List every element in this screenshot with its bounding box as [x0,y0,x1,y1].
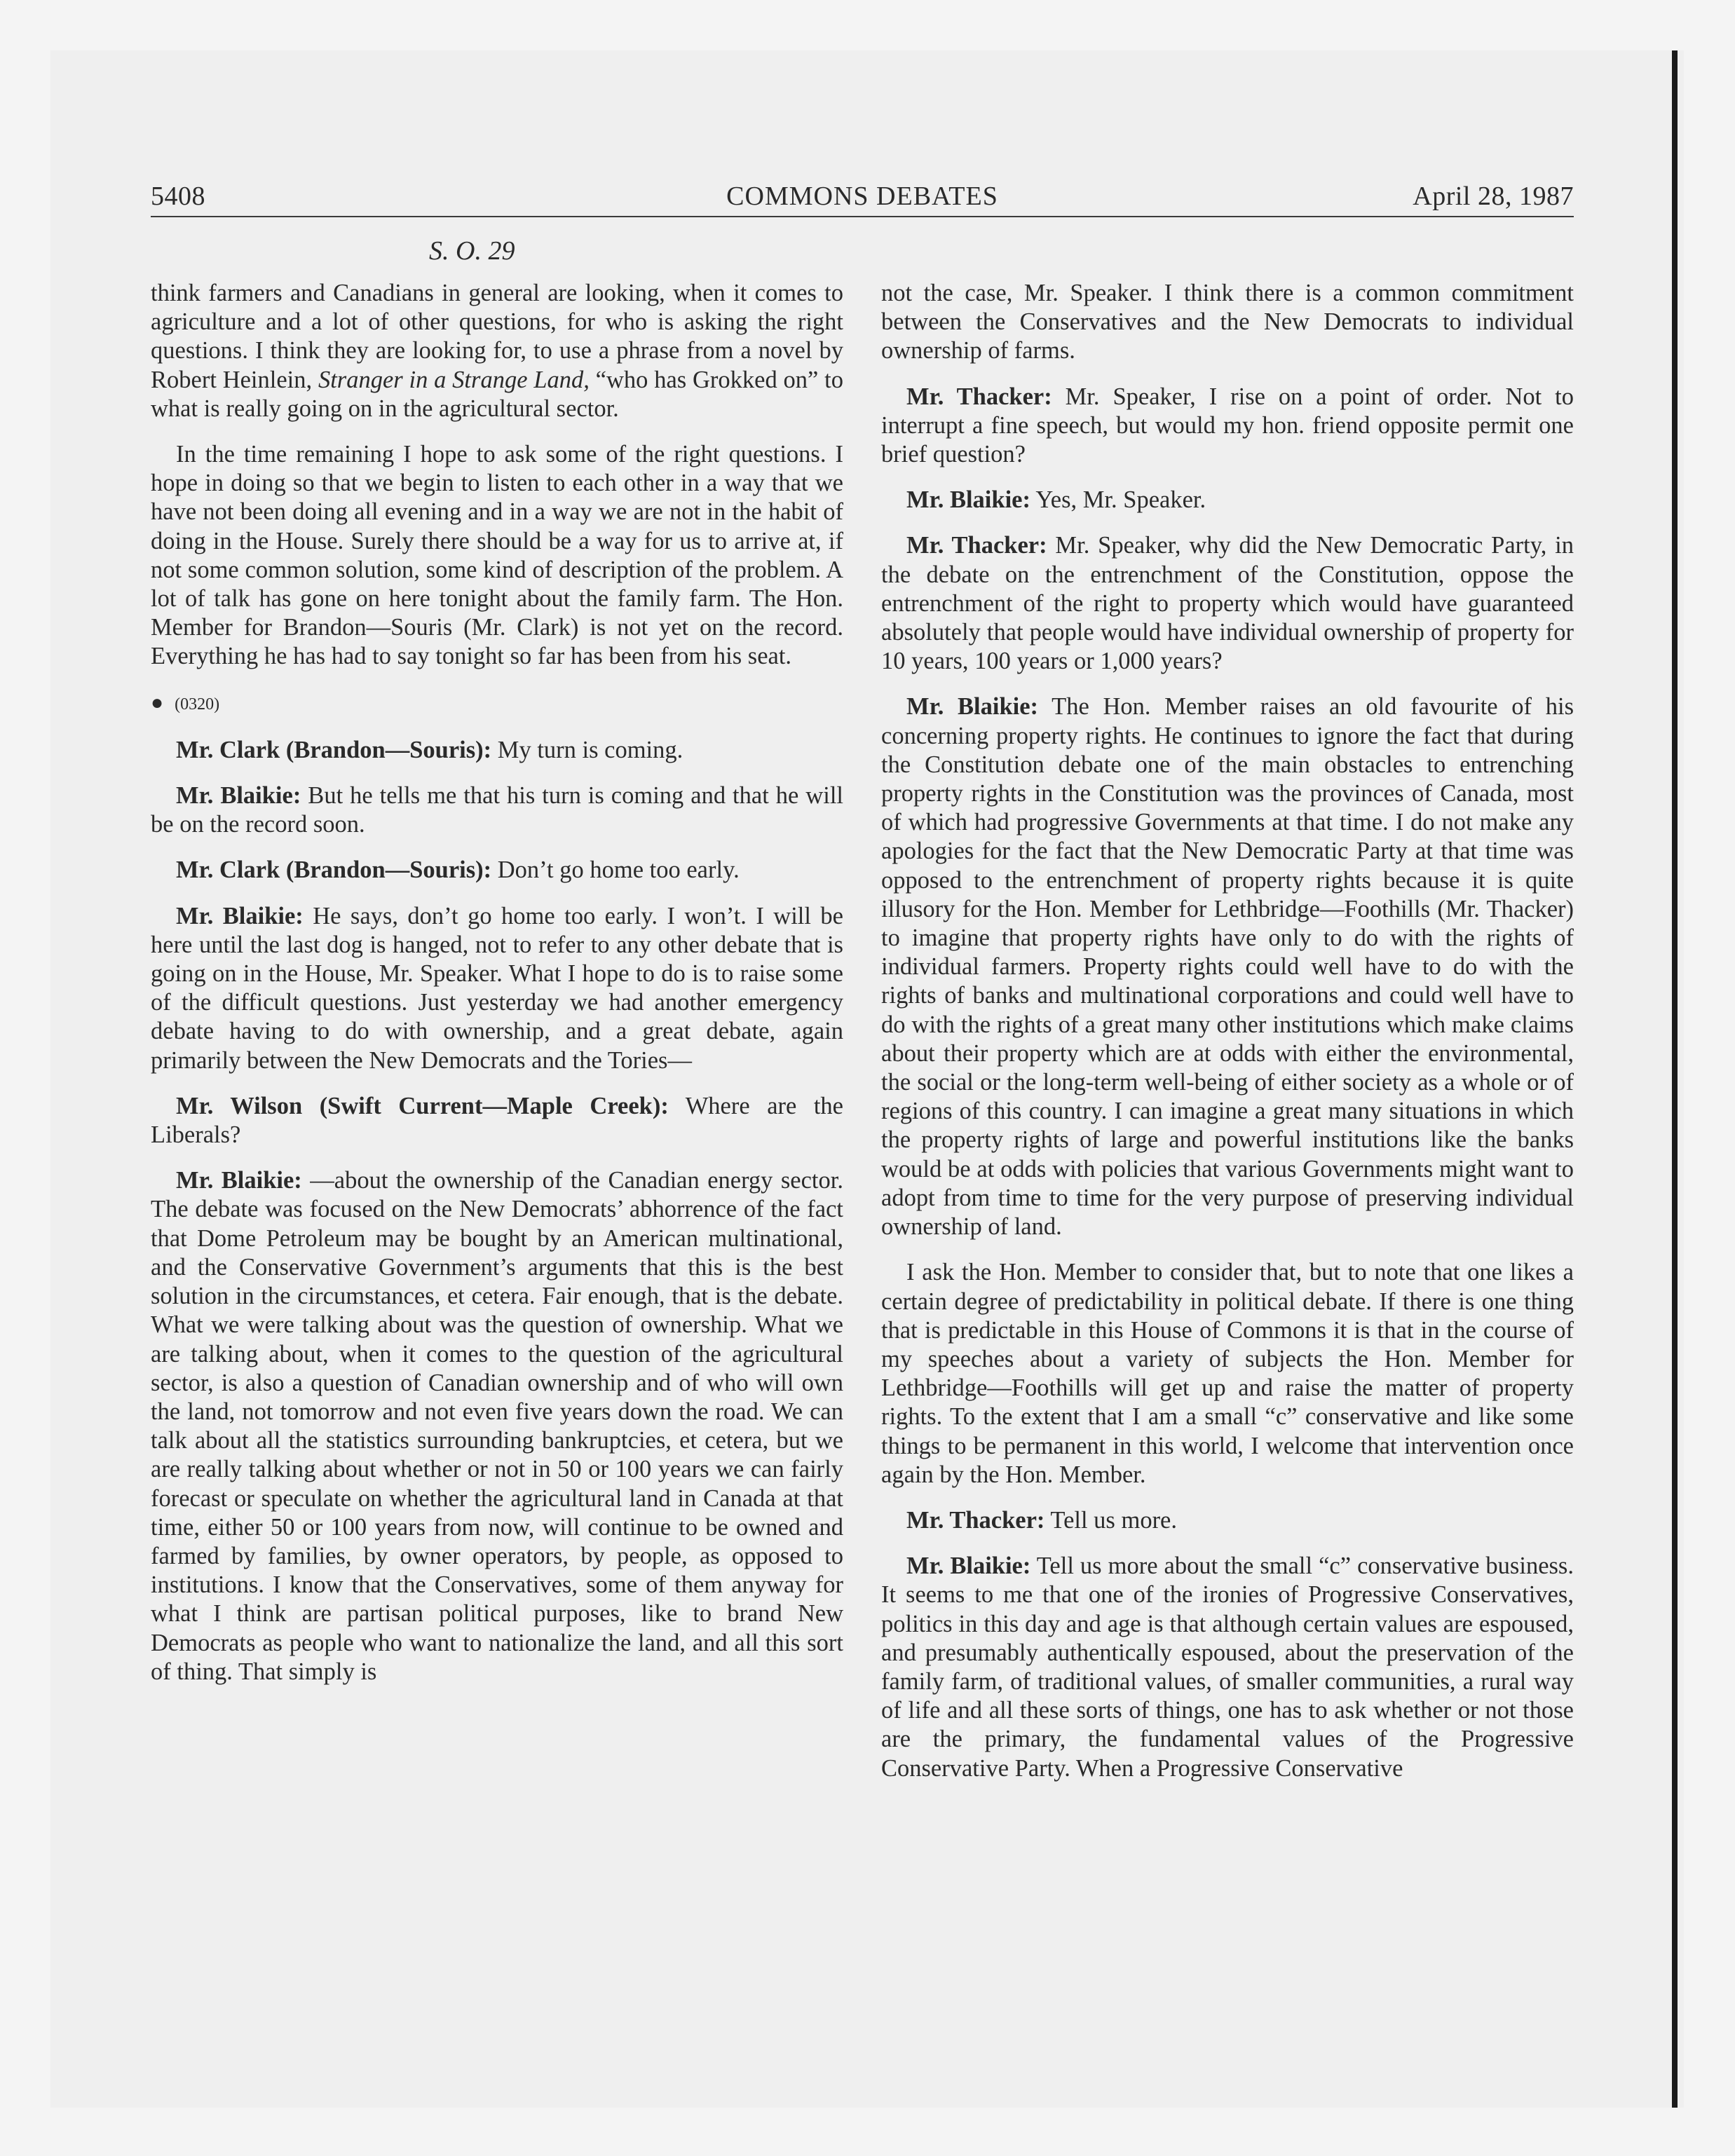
paragraph-text: “who has Grokked on” to what is really going on in the agricultural sector. [151,366,843,422]
paragraph: I ask the Hon. Member to consider that, but to note that one likes a certain degree of predictability in political debate. If there is one thing that is predictable in this House of Commons it is that in the course of my speeches about a variety of subjects the Hon. Member for Lethbridge—Foothills will get up and raise the matter of property rights. To the extent that I am a small “c” conservative and like some things to be permanent in this world, I welcome that intervention once again by the Hon. Member. [881,1259,1574,1488]
speech-text: Mr. Speaker, I rise on a point of order. Not to interrupt a fine speech, but would my hon. friend opposite permit one brief question? [881,383,1574,468]
speaker-name: Mr. Thacker: [906,383,1052,410]
speech-text: Where are the Liberals? [151,1092,843,1149]
speech [881,1506,1574,1535]
paragraph [151,279,843,423]
speech [151,782,843,839]
speech [881,692,1574,1241]
time-marker [151,688,843,719]
speech [151,736,843,765]
paragraph: not the case, Mr. Speaker. I think there is a common commitment between the Conservatives and the New Democrats to individual ownership of farms. [881,280,1574,364]
running-header [151,181,1574,214]
header-date: April 28, 1987 [1413,182,1574,211]
speech-text: Don’t go home too early. [491,857,740,884]
speaker-name: Mr. Thacker: [906,1506,1045,1534]
header-rule [151,216,1574,217]
right-column [881,279,1574,1800]
paragraph-text: think farmers and Canadians in general are looking, when it comes to agriculture and a lot of other questions, for who is asking the right questions. I think they are looking for, to use a phrase from a novel by Robert Heinlein, [151,280,843,393]
speech [881,531,1574,676]
speech [151,902,843,1075]
speaker-name: Mr. Clark (Brandon—Souris): [176,857,492,884]
speech-text: My turn is coming. [491,736,683,763]
speaker-name: Mr. Blaikie: [906,486,1030,514]
speech [881,383,1574,470]
speaker-name: Mr. Thacker: [906,532,1047,559]
speaker-name: Mr. Blaikie: [906,693,1039,721]
speaker-name: Mr. Clark (Brandon—Souris): [176,736,492,763]
time-stamp: (0320) [175,695,220,714]
speaker-name: Mr. Blaikie: [176,782,301,810]
speech-text: The Hon. Member raises an old favourite of his concerning property rights. He continues to ignore the fact that during the Constitution debate one of the main obstacles to entrenching property rights in the Constitution was the provinces of Canada, most of which had progressive Governments at that time. I do not make any apologies for the fact that the New Democratic Party at that time was opposed to the entrenchment of property rights because it is quite illusory for the Hon. Member for Lethbridge—Foothills (Mr. Thacker) to imagine that property rights have only to do with the rights of individual farmers. Property rights could well have to do with the rights of banks and multinational corporations and could well have to do with the rights of a great many other institutions which make claims about their property which are at odds with either the environmental, the social or the long-term well-being of either society as a whole or of regions of this country. I can imagine a great many situations in which the property rights of large and powerful institutions like the banks would be at odds with policies that various Governments might want to adopt from time to time for the very purpose of preserving individual ownership of land. [881,693,1574,1241]
speaker-name: Mr. Blaikie: [176,902,304,929]
speech-text: Yes, Mr. Speaker. [1030,486,1206,514]
speech-text: Tell us more about the small “c” conservative business. It seems to me that one of the ironies of Progressive Conservatives, politics in this day and age is that although certain values are espoused, and presumably authentically espoused, about the preservation of the family farm, of traditional values, of smaller communities, a rural way of life and all these sorts of things, one has to ask whether or not those are the primary, the fundamental values of the Progressive Conservative Party. When a Progressive Conservative [881,1553,1574,1782]
publication-title: COMMONS DEBATES [726,182,998,211]
speech [151,1166,843,1686]
speech [151,1092,843,1149]
speaker-name: Mr. Blaikie: [906,1553,1031,1580]
section-label: S. O. 29 [429,236,515,266]
speech-text: But he tells me that his turn is coming and that he will be on the record soon. [151,782,843,838]
speech [881,1552,1574,1783]
page-number: 5408 [151,182,205,211]
paragraph: In the time remaining I hope to ask some of the right questions. I hope in doing so that we begin to listen to each other in a way that we have not been doing all evening and in a way we are not in the habit of doing in the House. Surely there should be a way for us to arrive at, if not some common solution, some kind of description of the problem. A lot of talk has gone on here tonight about the family farm. The Hon. Member for Brandon—Souris (Mr. Clark) is not yet on the record. Everything he has had to say tonight so far has been from his seat. [151,441,843,670]
speech-text: Mr. Speaker, why did the New Democratic Party, in the debate on the entrenchment of the Constitution, oppose the entrenchment of the right to property which would have guaranteed absolutely that people would have individual ownership of property for 10 years, 100 years or 1,000 years? [881,532,1574,675]
scan-edge-rule [1672,50,1678,2108]
speech-text: Tell us more. [1045,1506,1177,1534]
left-column [151,279,843,1703]
book-title: Stranger in a Strange Land, [318,366,590,393]
speaker-name: Mr. Blaikie: [176,1167,302,1194]
speech-text: —about the ownership of the Canadian energy sector. The debate was focused on the New Democrats’ abhorrence of the fact that Dome Petroleum may be bought by an American multinational, and the Conservative Government’s arguments that this is the best solution in the circumstances, et cetera. Fair enough, that is the debate. What we were talking about was the question of ownership. What we are talking about, when it comes to the question of the agricultural sector, is also a question of Canadian ownership and of who will own the land, not tomorrow and not even five years down the road. We can talk about all the statistics surrounding bankruptcies, et cetera, but we are really talking about whether or not in 50 or 100 years we can fairly forecast or speculate on whether the agricultural land in Canada at that time, either 50 or 100 years from now, will continue to be owned and farmed by families, by owner operators, by people, as opposed to institutions. I know that the Conservatives, some of them anyway for what I think are partisan political purposes, like to brand New Democrats as people who want to nationalize the land, and all this sort of thing. That simply is [151,1167,843,1685]
speech [151,856,843,885]
speech [881,486,1574,514]
bullet-icon: ● [151,690,164,714]
speaker-name: Mr. Wilson (Swift Current—Maple Creek): [176,1092,669,1119]
speech-text: He says, don’t go home too early. I won’t. I will be here until the last dog is hanged, not to refer to any other debate that is going on in the House, Mr. Speaker. What I hope to do is to raise some of the difficult questions. Just yesterday we had another emergency debate having to do with ownership, and a great debate, again primarily between the New Democrats and the Tories— [151,902,843,1074]
